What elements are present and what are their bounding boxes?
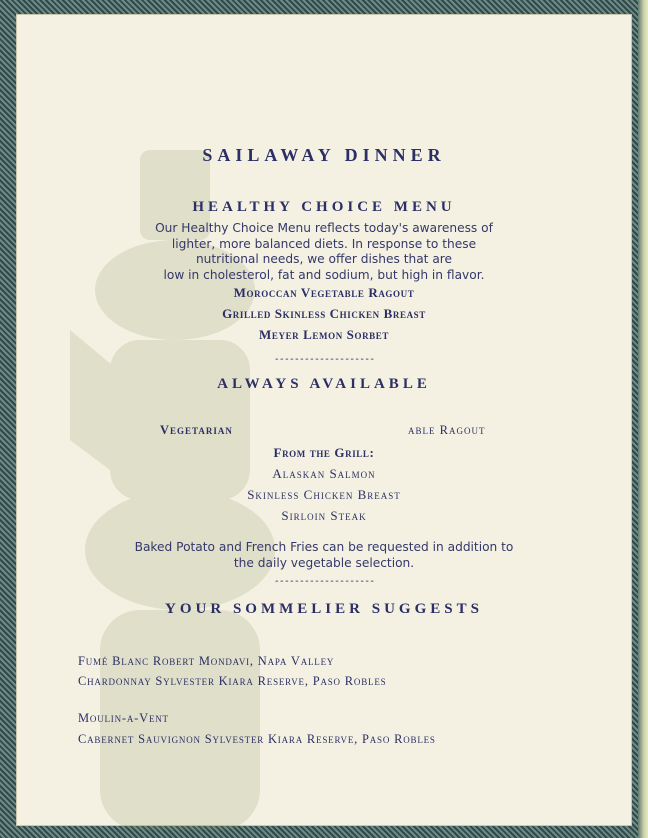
divider: -------------------- [273,354,375,365]
menu-content [16,14,632,826]
healthy-item: Meyer Lemon Sorbet [259,327,389,342]
wine-item: Chardonnay Sylvester Kiara Reserve, Paso Robles [78,674,387,688]
divider: -------------------- [273,576,375,587]
wine-item: Cabernet Sauvignon Sylvester Kiara Reserve, Paso Robles [78,732,436,746]
always-available-heading: ALWAYS AVAILABLE [217,376,431,392]
grill-item: Sirloin Steak [281,508,367,523]
healthy-item: Grilled Skinless Chicken Breast [222,306,426,321]
wine-item: Fumé Blanc Robert Mondavi, Napa Valley [78,654,335,668]
sommelier-heading: YOUR SOMMELIER SUGGESTS [165,601,483,617]
grill-item: Skinless Chicken Breast [247,487,401,502]
healthy-item: Moroccan Vegetable Ragout [233,285,415,300]
healthy-choice-description: Our Healthy Choice Menu reflects today's awareness of lighter, more balanced diets. In response to these nutritional needs, we offer dishes that are low in cholesterol, fat and sodium, but high in flavor. [155,221,493,282]
sides-note: Baked Potato and French Fries can be requested in addition to the daily vegetable selection. [134,540,514,570]
vegetarian-dish: able Ragout [408,423,486,437]
grill-heading: From the Grill: [273,445,375,460]
wine-item: Moulin-a-Vent [78,711,169,725]
page-title: SAILAWAY DINNER [202,145,446,165]
grill-item: Alaskan Salmon [272,466,376,481]
vegetarian-label: Vegetarian [160,423,233,437]
page-edge [638,0,648,838]
healthy-choice-heading: HEALTHY CHOICE MENU [192,199,456,215]
